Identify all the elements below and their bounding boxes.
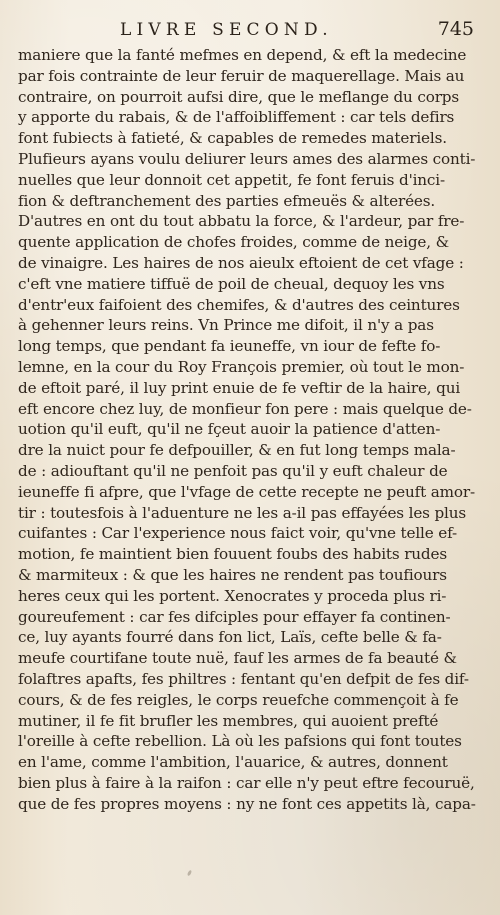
text-line: heres ceux qui les portent. Xenocrates y proceda plus ri-	[18, 586, 447, 605]
text-line: tir : toutesfois à l'aduenture ne les a-il pas effayées les plus	[18, 503, 467, 522]
text-line: quente application de chofes froides, comme de neige, &	[18, 233, 449, 252]
text-line: folaftres apafts, fes philtres : fentant qu'en defpit de fes dif-	[18, 669, 469, 688]
text-line: nuelles que leur donnoit cet appetit, fe font feruis d'inci-	[18, 170, 445, 189]
text-line: en l'ame, comme l'ambition, l'auarice, & autres, donnent	[18, 753, 448, 772]
text-line: font fubiects à fatieté, & capables de remedes materiels.	[18, 129, 447, 148]
text-line: bien plus à faire à la raifon : car elle n'y peut eftre fecouruë,	[18, 773, 475, 792]
text-line: Plufieurs ayans voulu deliurer leurs ames des alarmes conti-	[18, 149, 476, 168]
text-line: meufe courtifane toute nuë, fauf les armes de fa beauté &	[18, 649, 457, 668]
text-line: long temps, que pendant fa ieuneffe, vn iour de fefte fo-	[18, 337, 441, 356]
text-line: D'autres en ont du tout abbatu la force, & l'ardeur, par fre-	[18, 212, 465, 231]
text-line: l'oreille à cefte rebellion. Là où les pafsions qui font toutes	[18, 732, 462, 751]
text-line: uotion qu'il euft, qu'il ne fçeut auoir la patience d'atten-	[18, 420, 441, 439]
text-line: lemne, en la cour du Roy François premier, où tout le mon-	[18, 357, 465, 376]
text-line: de : adiouftant qu'il ne penfoit pas qu'il y euft chaleur de	[18, 461, 448, 480]
text-line: à gehenner leurs reins. Vn Prince me difoit, il n'y a pas	[18, 316, 434, 335]
text-line: maniere que la fanté mefmes en depend, & eft la medecine	[18, 46, 467, 64]
text-line: de vinaigre. Les haires de nos aieulx eftoient de cet vfage :	[18, 253, 464, 272]
text-line: cuifantes : Car l'experience nous faict voir, qu'vne telle ef-	[18, 524, 458, 543]
paper-speck	[187, 870, 192, 877]
text-line: eft encore chez luy, de monfieur fon pere : mais quelque de-	[18, 399, 472, 418]
text-line: & marmiteux : & que les haires ne rendent pas toufiours	[18, 565, 447, 584]
page-header	[18, 18, 480, 44]
text-line: que de fes propres moyens : ny ne font ces appetits là, capa-	[18, 794, 476, 813]
running-head: LIVRE SECOND.	[120, 20, 333, 40]
text-line: y apporte du rabais, & de l'affoibliffement : car tels defirs	[18, 108, 455, 127]
page-number: 745	[437, 18, 474, 40]
text-line: fion & deftranchement des parties efmeuës & alterées.	[18, 191, 436, 210]
text-line: contraire, on pourroit aufsi dire, que le meflange du corps	[18, 87, 460, 106]
text-line: d'entr'eux faifoient des chemifes, & d'autres des ceintures	[18, 295, 460, 314]
text-line: de eftoit paré, il luy print enuie de fe veftir de la haire, qui	[18, 378, 461, 397]
text-line: dre la nuict pour fe defpouiller, & en fut long temps mala-	[18, 441, 456, 460]
text-line: c'eft vne matiere tiffuë de poil de cheual, dequoy les vns	[18, 274, 445, 293]
text-line: ieuneffe fi afpre, que l'vfage de cette recepte ne peuft amor-	[18, 482, 475, 501]
text-line: par fois contrainte de leur feruir de maquerellage. Mais au	[18, 66, 465, 85]
body-text	[18, 45, 482, 814]
text-line: goureufement : car fes difciples pour effayer fa continen-	[18, 607, 451, 626]
text-line: cours, & de fes reigles, le corps reuefche commençoit à fe	[18, 690, 459, 709]
text-line: motion, fe maintient bien fouuent foubs des habits rudes	[18, 545, 447, 564]
text-line: ce, luy ayants fourré dans fon lict, Laïs, cefte belle & fa-	[18, 628, 442, 647]
text-line: mutiner, il fe fit brufler les membres, qui auoient prefté	[18, 711, 439, 730]
